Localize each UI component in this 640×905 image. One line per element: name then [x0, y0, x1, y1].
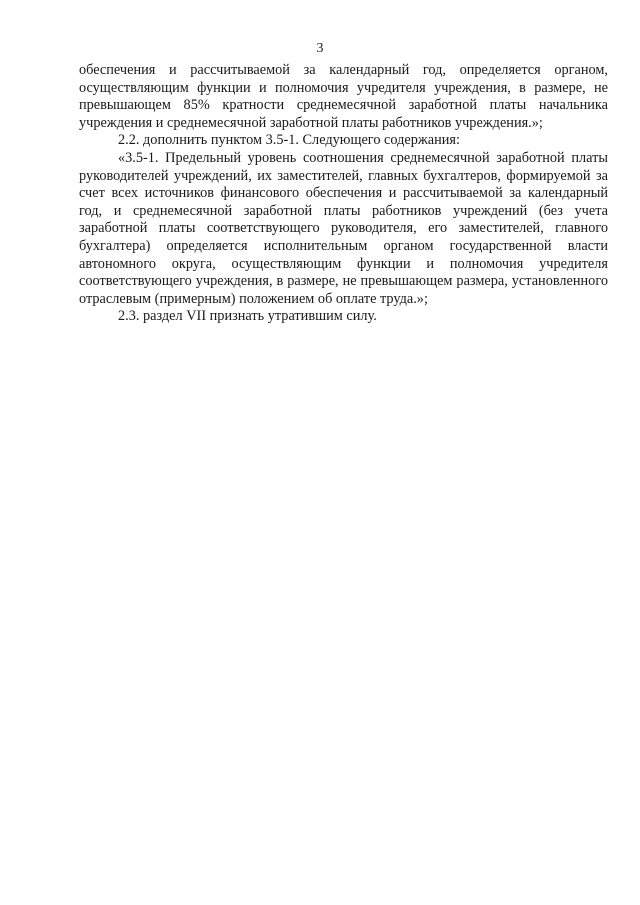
paragraph-item-2-2: 2.2. дополнить пунктом 3.5-1. Следующего содержания: — [118, 132, 460, 149]
paragraph-item-2-3: 2.3. раздел VII признать утратившим силу. — [118, 308, 377, 325]
paragraph-item-3-5-1: «3.5-1. Предельный уровень соотношения среднемесячной заработной платы руководителей учреждений, их заместителей, главных бухгалтеров, формируемой за счет всех источников финансового обеспечения и рассчитываемой за календарный год, и среднемесячной заработной платы работников учреждений (без учета заработной платы соответствующего руководителя, его заместителей, главного бухгалтера) определяется исполнительным органом государственной власти автономного округа, осуществляющим функции и полномочия учредителя соответствующего учреждения, в размере, не превышающем размера, установленного отраслевым (примерным) положением об оплате труда.»; — [79, 149, 608, 307]
page-number: 3 — [316, 41, 324, 56]
paragraph-continuation: обеспечения и рассчитываемой за календарный год, определяется органом, осуществляющим функции и полномочия учредителя учреждения, в размере, не превышающем 85% кратности среднемесячной заработной платы начальника учреждения и среднемесячной заработной платы работников учреждения.»; — [79, 62, 608, 131]
document-body — [79, 62, 608, 326]
